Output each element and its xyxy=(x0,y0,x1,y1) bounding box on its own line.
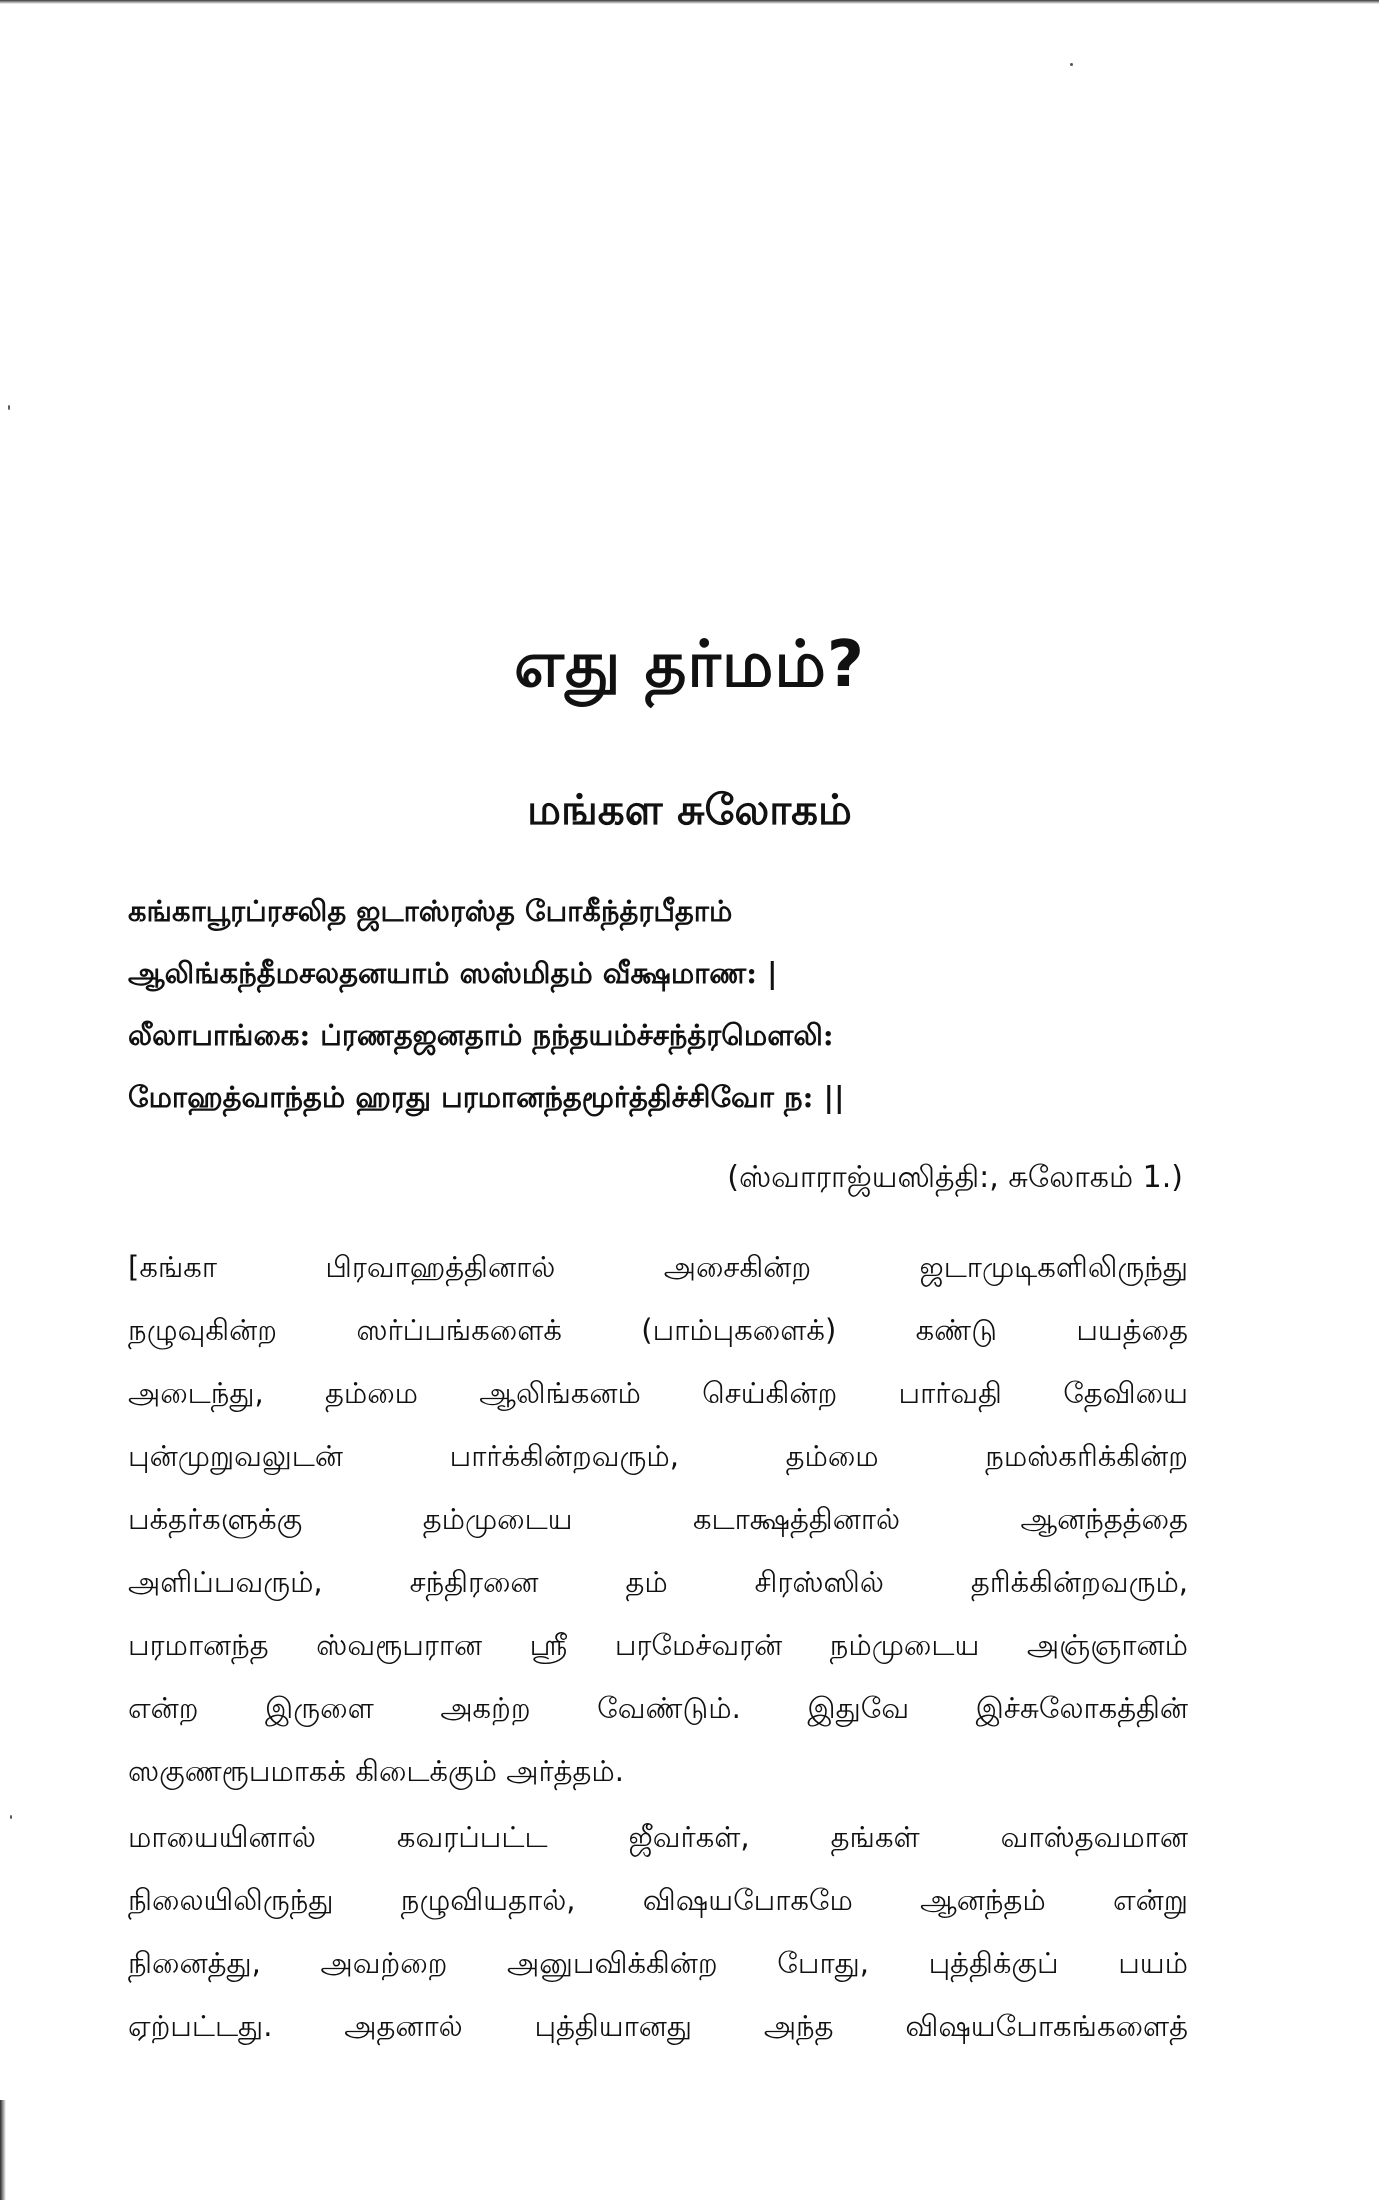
paragraph-line: நழுவுகின்ற ஸர்ப்பங்களைக் (பாம்புகளைக்) கண்டு பயத்தை xyxy=(128,1313,1188,1347)
page-top-edge xyxy=(0,0,1379,4)
paragraph-line: நிலையிலிருந்து நழுவியதால், விஷயபோகமே ஆனந்தம் என்று xyxy=(128,1883,1188,1917)
paragraph-line: அளிப்பவரும், சந்திரனை தம் சிரஸ்ஸில் தரிக்கின்றவரும், xyxy=(128,1565,1188,1599)
sloka-source: (ஸ்வாராஜ்யஸித்தி:, சுலோகம் 1.) xyxy=(727,1160,1183,1195)
paragraph-line: ஸகுணரூபமாகக் கிடைக்கும் அர்த்தம். xyxy=(128,1754,624,1788)
margin-speck xyxy=(1070,63,1073,66)
sloka-line: லீலாபாங்கை: ப்ரணதஜனதாம் நந்தயம்ச்சந்த்ரமௌலி: xyxy=(128,1018,834,1052)
sloka-line: ஆலிங்கந்தீமசலதனயாம் ஸஸ்மிதம் வீக்ஷமாண: | xyxy=(128,956,778,990)
sloka-verse xyxy=(128,880,1248,1128)
sloka-line: மோஹத்வாந்தம் ஹரது பரமானந்தமூர்த்திச்சிவோ ந: || xyxy=(128,1080,845,1114)
chapter-title: எது தர்மம்? xyxy=(514,628,865,702)
sloka-line: கங்காபூரப்ரசலித ஜடாஸ்ரஸ்த போகீந்த்ரபீதாம் xyxy=(128,894,733,928)
paragraph-line: அடைந்து, தம்மை ஆலிங்கனம் செய்கின்ற பார்வதி தேவியை xyxy=(128,1376,1188,1410)
paragraph-line: மாயையினால் கவரப்பட்ட ஜீவர்கள், தங்கள் வாஸ்தவமான xyxy=(128,1820,1188,1854)
paragraph-line: [கங்கா பிரவாஹத்தினால் அசைகின்ற ஜடாமுடிகளிலிருந்து xyxy=(128,1250,1188,1284)
paragraph-line: பக்தர்களுக்கு தம்முடைய கடாக்ஷத்தினால் ஆனந்தத்தை xyxy=(128,1502,1188,1536)
margin-speck xyxy=(10,1815,12,1819)
page-binding-shadow xyxy=(0,2100,6,2200)
paragraph-meaning xyxy=(128,1236,1188,1803)
paragraph-line: நினைத்து, அவற்றை அனுபவிக்கின்ற போது, புத்திக்குப் பயம் xyxy=(128,1946,1188,1980)
margin-speck xyxy=(8,405,10,410)
paragraph-line: என்ற இருளை அகற்ற வேண்டும். இதுவே இச்சுலோகத்தின் xyxy=(128,1691,1188,1725)
section-subtitle: மங்கள சுலோகம் xyxy=(527,785,852,834)
paragraph-maya xyxy=(128,1806,1188,2058)
paragraph-line: ஏற்பட்டது. அதனால் புத்தியானது அந்த விஷயபோகங்களைத் xyxy=(128,2009,1188,2043)
paragraph-line: பரமானந்த ஸ்வரூபரான ஸ்ரீ பரமேச்வரன் நம்முடைய அஞ்ஞானம் xyxy=(128,1628,1188,1662)
paragraph-line: புன்முறுவலுடன் பார்க்கின்றவரும், தம்மை நமஸ்கரிக்கின்ற xyxy=(128,1439,1188,1473)
